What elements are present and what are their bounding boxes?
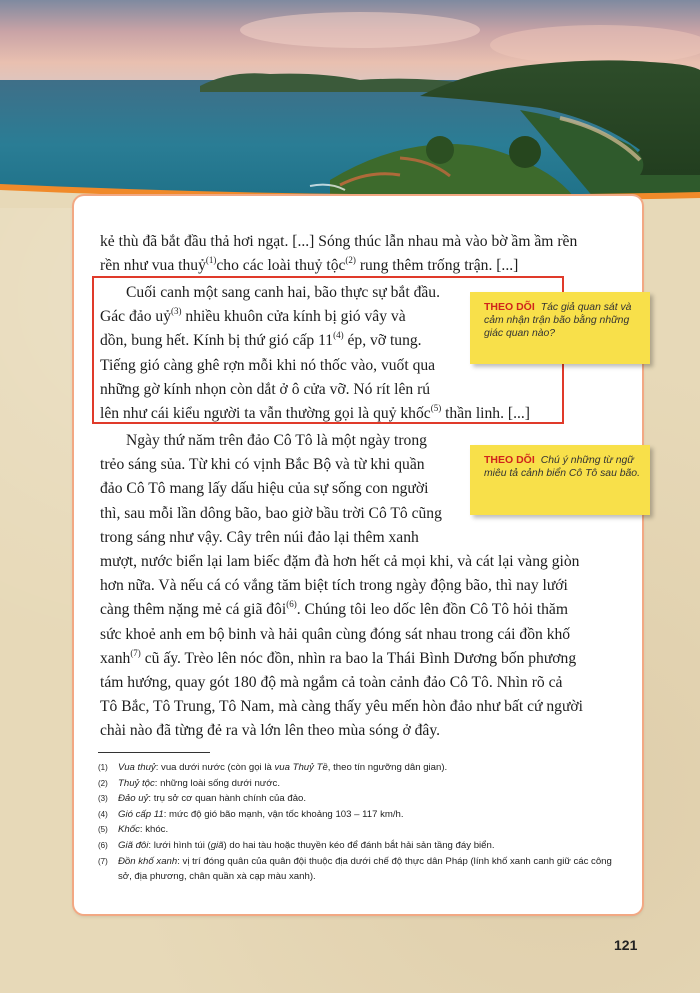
footnote-ref-5: (5) bbox=[430, 402, 442, 413]
after-storm-line-7: hơn nữa. Và nếu cá có vắng tăm biệt tích trong ngày động bão, thì nay lưới bbox=[100, 577, 568, 595]
note-2-tag: THEO DÕI bbox=[484, 454, 535, 466]
footnote-number: (5) bbox=[98, 825, 108, 835]
footnote-text: : lưới hình túi ( bbox=[148, 839, 211, 851]
footnote-number: (6) bbox=[98, 840, 108, 850]
after-storm-line-4: thì, sau mỗi lần dông bão, bao giờ bầu trời Cô Tô cũng bbox=[100, 504, 442, 522]
storm-line-1: Cuối canh một sang canh hai, bão thực sự bắt đầu. bbox=[126, 284, 440, 301]
footnote-ref-4: (4) bbox=[333, 330, 344, 341]
footnote-number: (7) bbox=[98, 856, 108, 866]
after-storm-line-8-part-a: càng thêm nặng mẻ cá giã đôi bbox=[100, 601, 287, 619]
after-storm-line-13: chài nào đã từng đẻ ra và lớn lên theo mùa sóng ở đây. bbox=[100, 722, 441, 740]
footnote-term: Đồn khố xanh bbox=[118, 855, 178, 867]
footnote-text: : vua dưới nước (còn gọi là bbox=[155, 762, 275, 773]
footnote-divider bbox=[98, 752, 210, 753]
storm-line-5: những gờ kính nhọn còn dắt ở ô cửa vỡ. Nó rít lên rú bbox=[100, 380, 431, 398]
follow-note-1 bbox=[470, 292, 650, 364]
footnote-item bbox=[98, 807, 618, 823]
footnote-term: Đảo uỷ bbox=[118, 793, 149, 805]
after-storm-line-11: tám hướng, quay gót 180 độ mà ngắm cả toàn cảnh đảo Cô Tô. Nhìn rõ cả bbox=[100, 674, 563, 692]
after-storm-line-3: đảo Cô Tô mang lấy dấu hiệu của sự sống con người bbox=[100, 480, 429, 498]
footnote-text: : những loài sống dưới nước. bbox=[154, 777, 280, 789]
footnote-text: : vị trí đóng quân của quân đội thuộc địa dưới chế độ thực dân Pháp (lính khố xanh canh giữ các công sở, địa phương, chân quần xà cạp màu xanh). bbox=[118, 855, 612, 883]
footnote-item bbox=[98, 854, 618, 885]
footnote-number: (3) bbox=[98, 794, 108, 804]
storm-line-4: Tiếng gió càng ghê rợn mỗi khi nó thốc vào, vuốt qua bbox=[100, 356, 436, 374]
footnote-term: Vua thuỷ bbox=[118, 762, 156, 773]
after-storm-line-8-part-b: . Chúng tôi leo dốc lên đồn Cô Tô hỏi thăm bbox=[296, 601, 568, 619]
storm-line-6-part-b: thần linh. [...] bbox=[441, 405, 530, 423]
after-storm-line-1: Ngày thứ năm trên đảo Cô Tô là một ngày trong bbox=[126, 432, 427, 449]
footnote-text: : mức độ gió bão mạnh, vận tốc khoảng 103 – 117 km/h. bbox=[163, 808, 404, 820]
after-storm-line-10-part-a: xanh bbox=[100, 649, 131, 667]
after-storm-line-10-part-b: cũ ấy. Trèo lên nóc đồn, nhìn ra bao la Thái Bình Dương bốn phương bbox=[140, 649, 577, 667]
storm-line-3-part-a: dồn, bung hết. Kính bị thứ gió cấp 11 bbox=[100, 332, 334, 350]
after-storm-line-2: trẻo sáng sủa. Từ khi có vịnh Bắc Bộ và từ khi quần bbox=[100, 456, 425, 474]
footnote-term: Khốc bbox=[118, 824, 140, 836]
footnote-ref-2: (2) bbox=[345, 255, 356, 266]
footnotes bbox=[98, 760, 618, 885]
storm-line-6-part-a: lên như cái kiểu người ta vẫn thường gọi là quỷ khốc bbox=[100, 405, 431, 423]
footnote-ref-7: (7) bbox=[130, 647, 141, 658]
footnote-text: : trụ sở cơ quan hành chính của đảo. bbox=[148, 793, 307, 805]
intro-line-1: kẻ thù đã bắt đầu thả hơi ngạt. [...] Sóng thúc lẫn nhau mà vào bờ ầm ầm rền bbox=[100, 233, 578, 250]
footnote-ref-6: (6) bbox=[286, 599, 297, 610]
intro-paragraph bbox=[100, 230, 630, 278]
footnote-text-2: ) do hai tàu hoặc thuyền kéo để đánh bắt hải sản tầng đáy biển. bbox=[223, 839, 495, 851]
after-storm-line-6: mượt, nước biển lại lam biếc đặm đà hơn hết cả mọi khi, và cát lại vàng giòn bbox=[100, 553, 580, 571]
footnote-ref-3: (3) bbox=[171, 306, 182, 317]
note-1-text: Tác giả quan sát và cảm nhận trận bão bằng những giác quan nào? bbox=[484, 302, 632, 339]
footnote-term-2: vua Thuỷ Tề bbox=[274, 762, 328, 773]
footnote-term: Giã đôi bbox=[118, 839, 149, 851]
footnote-text: : khóc. bbox=[139, 824, 169, 836]
footnote-number: (1) bbox=[98, 763, 108, 772]
after-storm-line-9: sức khoẻ anh em bộ binh và hải quân cùng đóng sát nhau trong cái đồn khố bbox=[100, 625, 571, 643]
footnote-term: Thuỷ tộc bbox=[118, 777, 155, 789]
footnote-item bbox=[98, 838, 618, 854]
page-number: 121 bbox=[614, 937, 638, 953]
footnote-item bbox=[98, 822, 618, 838]
note-1-tag: THEO DÕI bbox=[484, 301, 535, 313]
footnote-item bbox=[98, 776, 618, 792]
intro-line-2-part-c: rung thêm trống trận. [...] bbox=[355, 257, 519, 275]
header-photo-coastline bbox=[0, 0, 700, 205]
storm-line-2-part-a: Gác đảo uỷ bbox=[100, 308, 172, 326]
footnote-item bbox=[98, 760, 618, 776]
footnote-text-2: , theo tín ngưỡng dân gian). bbox=[327, 762, 448, 773]
footnote-number: (4) bbox=[98, 809, 108, 819]
follow-note-2 bbox=[470, 445, 650, 515]
after-storm-line-5: trong sáng như vậy. Cây trên núi đảo lại thêm xanh bbox=[100, 528, 419, 546]
intro-line-2-part-b: cho các loài thuỷ tộc bbox=[216, 257, 346, 275]
storm-line-3-part-b: ép, vỡ tung. bbox=[343, 332, 422, 350]
note-2-text: Chú ý những từ ngữ miêu tả cảnh biển Cô Tô sau bão. bbox=[484, 455, 640, 479]
footnote-term: Gió cấp 11 bbox=[118, 808, 164, 820]
footnote-number: (2) bbox=[98, 778, 108, 788]
storm-line-2-part-b: nhiều khuôn cửa kính bị gió vây và bbox=[181, 308, 406, 326]
footnote-item bbox=[98, 791, 618, 807]
intro-line-2-part-a: rền như vua thuỷ bbox=[100, 257, 206, 275]
footnote-ref-1: (1) bbox=[205, 255, 217, 266]
footnote-term-2: giã bbox=[210, 839, 224, 851]
after-storm-line-12: Tô Bắc, Tô Trung, Tô Nam, mà càng thấy yêu mến hòn đảo như bất cứ người bbox=[100, 698, 584, 716]
